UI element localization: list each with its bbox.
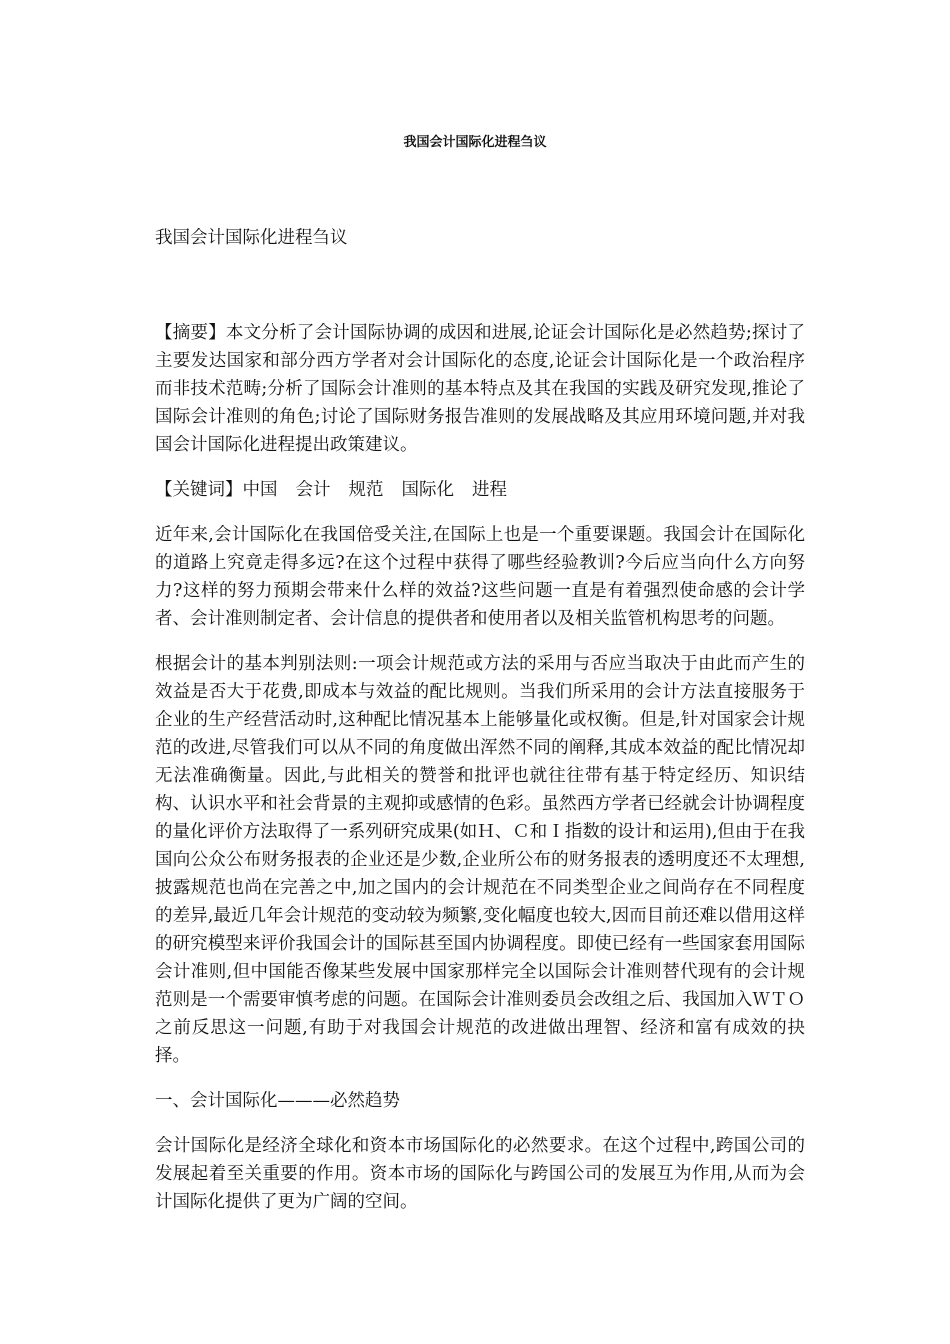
body-paragraph: 根据会计的基本判别法则:一项会计规范或方法的采用与否应当取决于由此而产生的效益是否大于花费,即成本与效益的配比规则。当我们所采用的会计方法直接服务于企业的生产经营活动时,这种配比情况基本上能够量化或权衡。但是,针对国家会计规范的改进,尽管我们可以从不同的角度做出浑然不同的阐释,其成本效益的配比情况却无法准确衡量。因此,与此相关的赞誉和批评也就往往带有基于特定经历、知识结构、认识水平和社会背景的主观抑或感情的色彩。虽然西方学者已经就会计协调程度的量化评价方法取得了一系列研究成果(如Ｈ、Ｃ和Ｉ指数的设计和运用),但由于在我国向公众公布财务报表的企业还是少数,企业所公布的财务报表的透明度还不太理想,披露规范也尚在完善之中,加之国内的会计规范在不同类型企业之间尚存在不同程度的差异,最近几年会计规范的变动较为频繁,变化幅度也较大,因而目前还难以借用这样的研究模型来评价我国会计的国际甚至国内协调程度。即使已经有一些国家套用国际会计准则,但中国能否像某些发展中国家那样完全以国际会计准则替代现有的会计规范则是一个需要审慎考虑的问题。在国际会计准则委员会改组之后、我国加入ＷＴＯ之前反思这一问题,有助于对我国会计规范的改进做出理智、经济和富有成效的抉择。 xyxy=(155,654,805,1066)
page-header-title: 我国会计国际化进程刍议 xyxy=(403,135,547,150)
keyword-item: 国际化 xyxy=(401,480,454,500)
section-heading: 一、会计国际化———必然趋势 xyxy=(155,1091,400,1111)
keyword-item: 进程 xyxy=(472,480,507,500)
keywords-label: 【关键词】 xyxy=(155,480,243,500)
keywords-line xyxy=(155,476,805,504)
body-paragraph: 近年来,会计国际化在我国倍受关注,在国际上也是一个重要课题。我国会计在国际化的道路上究竟走得多远?在这个过程中获得了哪些经验教训?今后应当向什么方向努力?这样的努力预期会带来什么样的效益?这些问题一直是有着强烈使命感的会计学者、会计准则制定者、会计信息的提供者和使用者以及相关监管机构思考的问题。 xyxy=(155,525,805,629)
document-body xyxy=(155,224,805,1233)
body-paragraph: 会计国际化是经济全球化和资本市场国际化的必然要求。在这个过程中,跨国公司的发展起着至关重要的作用。资本市场的国际化与跨国公司的发展互为作用,从而为会计国际化提供了更为广阔的空间。 xyxy=(155,1136,805,1212)
abstract-paragraph: 【摘要】本文分析了会计国际协调的成因和进展,论证会计国际化是必然趋势;探讨了主要发达国家和部分西方学者对会计国际化的态度,论证会计国际化是一个政治程序而非技术范畴;分析了国际会计准则的基本特点及其在我国的实践及研究发现,推论了国际会计准则的角色;讨论了国际财务报告准则的发展战略及其应用环境问题,并对我国会计国际化进程提出政策建议。 xyxy=(155,323,805,455)
keyword-item: 中国 xyxy=(242,480,278,500)
keyword-item: 会计 xyxy=(295,480,331,500)
document-title: 我国会计国际化进程刍议 xyxy=(155,228,348,248)
keyword-item: 规范 xyxy=(348,480,384,500)
